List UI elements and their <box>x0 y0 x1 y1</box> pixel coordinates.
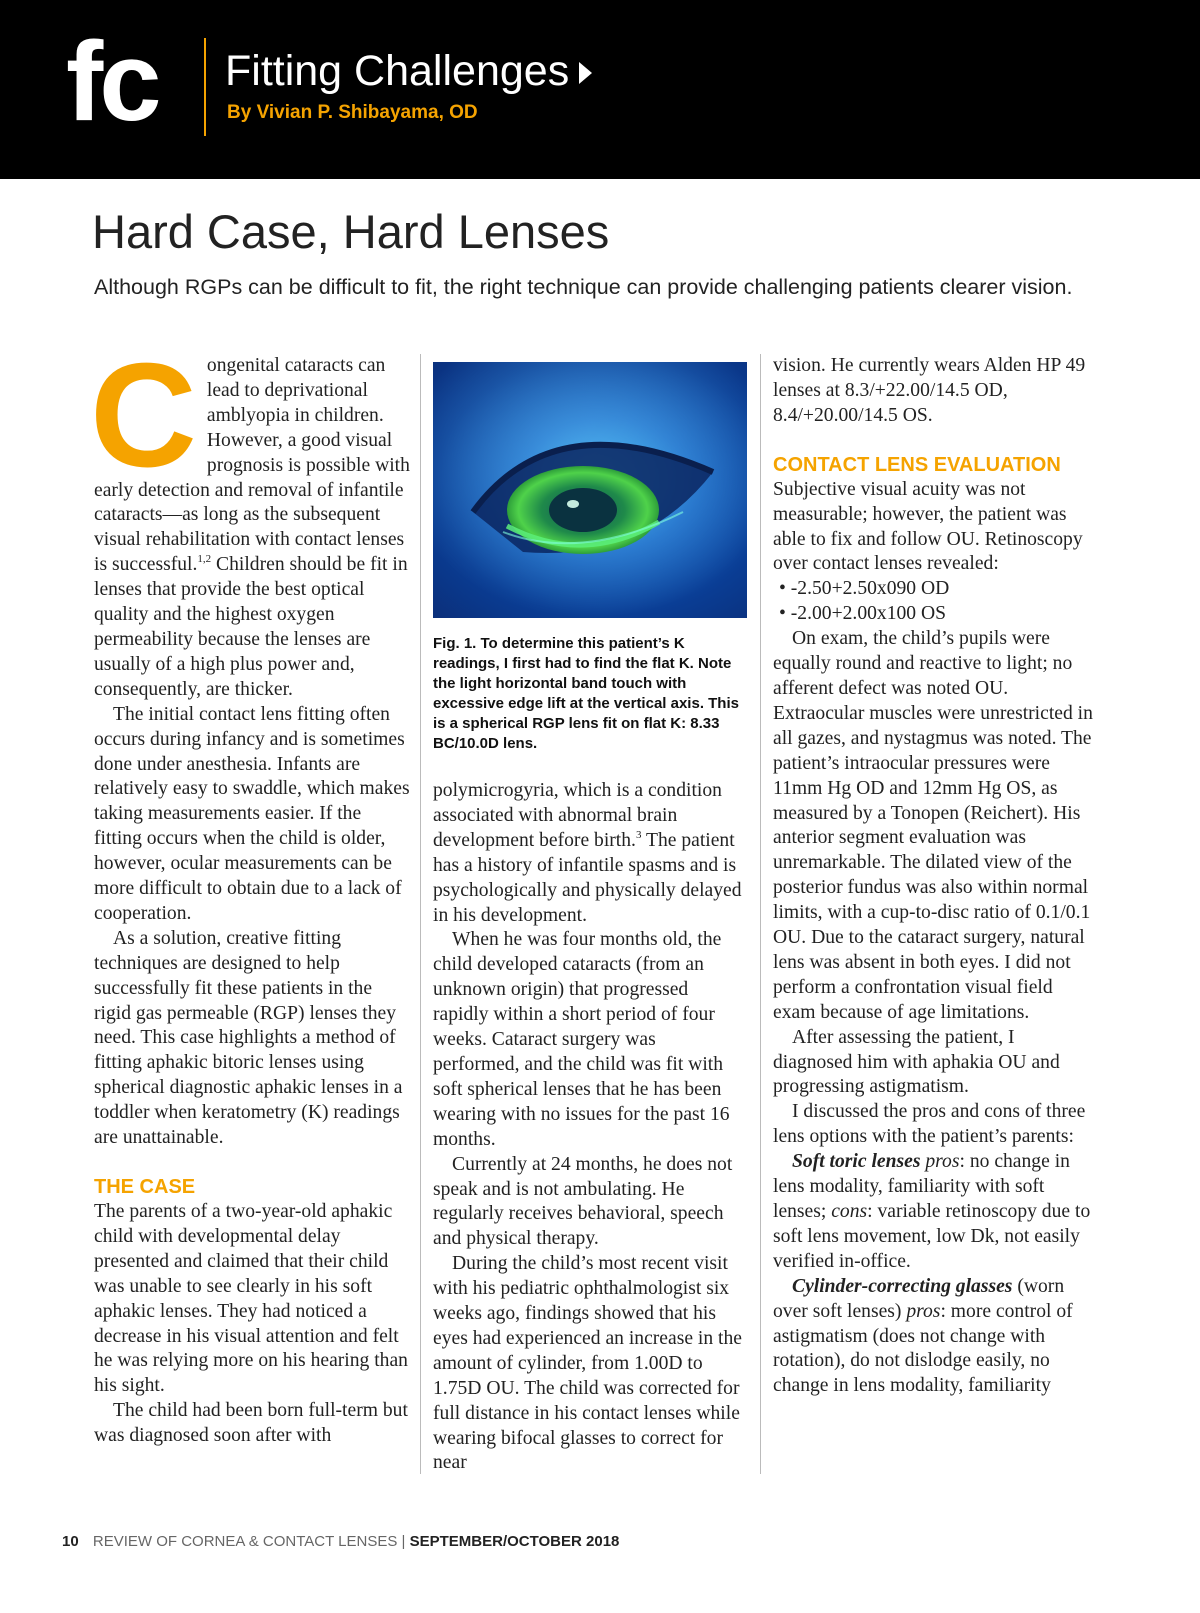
subhead-contact-lens-evaluation: CONTACT LENS EVALUATION <box>773 453 1061 476</box>
paragraph: The parents of a two-year-old aphakic child with developmental delay presented and claimed that their child was unable to see clearly in his soft aphakic lenses. They had noticed a decrease in his visual attention and felt he was relying more on his hearing than his sight. <box>94 1201 408 1397</box>
paragraph: I discussed the pros and cons of three lens options with the patient’s parents: <box>773 1101 1086 1148</box>
paragraph-text: : variable retinoscopy due to soft lens movement, low Dk, not easily verified in-office. <box>773 1201 1091 1272</box>
eye-illustration <box>433 362 747 618</box>
caret-right-icon <box>579 62 592 84</box>
paragraph <box>773 1150 1093 1275</box>
section-title-text: Fitting Challenges <box>225 47 570 95</box>
pros-label: pros <box>925 1151 960 1173</box>
byline: By Vivian P. Shibayama, OD <box>227 102 478 123</box>
paragraph: Children should be fit in lenses that provide the best optical quality and the highest oxygen permeability because the lenses are usually of a high plus power and, consequently, are thicker. <box>94 554 408 700</box>
fc-logo: fc <box>66 19 158 144</box>
paragraph: ongenital cataracts can lead to deprivational amblyopia in children. However, a good visual prognosis is possible with early detection and removal of infantile cataracts—as long as the subsequent visual rehabilitation with contact lenses is successful. <box>94 355 410 576</box>
option-cylinder-correcting-glasses: Cylinder-correcting glasses <box>792 1275 1013 1297</box>
paragraph <box>773 1275 1093 1400</box>
article-title: Hard Case, Hard Lenses <box>92 205 610 258</box>
list-item: • -2.50+2.50x090 OD <box>779 578 950 600</box>
section-title <box>225 46 592 96</box>
reference-superscript: 1,2 <box>197 553 212 566</box>
column-2 <box>433 779 743 1476</box>
paragraph: Currently at 24 months, he does not speak and is not ambulating. He regularly receives behavioral, speech and physical therapy. <box>433 1153 733 1250</box>
paragraph: The child had been born full-term but was diagnosed soon after with <box>94 1400 408 1447</box>
journal-name: REVIEW OF CORNEA & CONTACT LENSES <box>92 1533 398 1550</box>
pros-label: pros <box>906 1300 941 1322</box>
subhead-the-case: THE CASE <box>94 1176 196 1198</box>
reference-superscript: 3 <box>635 828 642 841</box>
drop-cap: C <box>90 333 197 498</box>
option-soft-toric-lenses: Soft toric lenses <box>792 1151 921 1173</box>
article-dek: Although RGPs can be difficult to fit, the right technique can provide challenging patients clearer vision. <box>94 275 1073 299</box>
list-item: • -2.00+2.00x100 OS <box>779 603 947 625</box>
paragraph-text: : more control of astigmatism (does not change with rotation), do not dislodge easily, no change in lens modality, familiarity <box>773 1300 1073 1397</box>
column-divider <box>760 354 761 1474</box>
paragraph: vision. He currently wears Alden HP 49 lenses at 8.3/+22.00/14.5 OD, 8.4/+20.00/14.5 OS. <box>773 355 1086 426</box>
paragraph: During the child’s most recent visit with his pediatric ophthalmologist six weeks ago, findings showed that his eyes had experienced an increase in the amount of cylinder, from 1.00D to 1.75D OU. The child was corrected for full distance in his contact lenses while wearing bifocal glasses to correct for near <box>433 1253 742 1474</box>
column-3 <box>773 354 1093 1399</box>
paragraph: After assessing the patient, I diagnosed him with aphakia OU and progressing astigmatism. <box>773 1026 1060 1098</box>
paragraph: When he was four months old, the child developed cataracts (from an unknown origin) that progressed rapidly within a short period of four weeks. Cataract surgery was performed, and the child was fit with soft spherical lenses that he has been wearing with no issues for the past 16 months. <box>433 929 730 1150</box>
column-1 <box>90 333 410 1449</box>
page-header <box>0 0 1200 179</box>
paragraph: The patient has a history of infantile spasms and is psychologically and physically delayed in his development. <box>433 829 742 926</box>
column-divider <box>420 354 421 1474</box>
paragraph: As a solution, creative fitting techniques are designed to help successfully fit these patients in the rigid gas permeable (RGP) lenses they need. This case highlights a method of fitting aphakic bitoric lenses using spherical diagnostic aphakic lenses in a toddler when keratometry (K) readings are unattainable. <box>94 927 403 1149</box>
footer-separator: | <box>401 1533 406 1550</box>
paragraph: The initial contact lens fitting often occurs during infancy and is sometimes done under anesthesia. Infants are relatively easy to swaddle, which makes taking measurements easier. If the fitting occurs when the child is older, however, ocular measurements can be more difficult to obtain due to a lack of cooperation. <box>94 703 410 924</box>
issue-date: SEPTEMBER/OCTOBER 2018 <box>409 1533 620 1550</box>
figure-caption: Fig. 1. To determine this patient’s K readings, I first had to find the flat K. Note the light horizontal band touch with excessive edge lift at the vertical axis. This is a spherical RGP lens fit on flat K: 8.33 BC/10.0D lens. <box>433 635 739 752</box>
cons-label: cons <box>831 1201 868 1222</box>
paragraph-text: (worn over soft lenses) <box>773 1275 1065 1322</box>
paragraph: polymicrogyria, which is a condition associated with abnormal brain development before birth. <box>433 780 722 851</box>
page-footer <box>62 1532 619 1552</box>
paragraph-text: : no change in lens modality, familiarity with soft lenses; <box>773 1151 1070 1222</box>
figure-eye-photo <box>433 362 747 618</box>
paragraph: Subjective visual acuity was not measurable; however, the patient was able to fix and follow OU. Retinoscopy over contact lenses revealed: <box>773 478 1083 575</box>
page-number: 10 <box>62 1533 79 1550</box>
header-divider <box>204 38 206 136</box>
paragraph: On exam, the child’s pupils were equally round and reactive to light; no afferent defect was noted OU. Extraocular muscles were unrestricted in all gazes, and nystagmus was noted. The patient’s intraocular pressures were 11mm Hg OD and 12mm Hg OS, as measured by a Tonopen (Reichert). His anterior segment evaluation was unremarkable. The dilated view of the posterior fundus was also within normal limits, with a cup-to-disc ratio of 0.1/0.1 OU. Due to the cataract surgery, natural lens was absent in both eyes. I did not perform a confrontation visual field exam because of age limitations. <box>773 628 1093 1023</box>
